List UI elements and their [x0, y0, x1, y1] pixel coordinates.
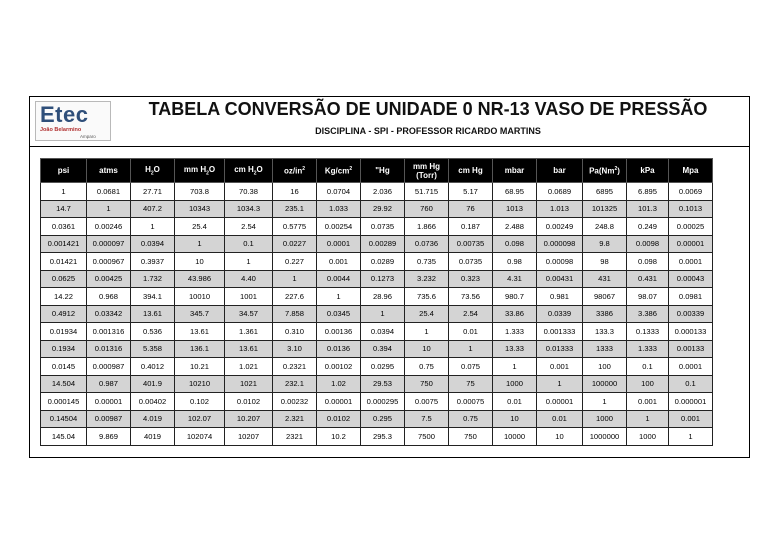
table-cell: 7.5: [405, 410, 449, 428]
table-cell: 0.1934: [41, 340, 87, 358]
table-row: [41, 288, 713, 306]
table-cell: 2321: [273, 428, 317, 446]
column-header: [87, 159, 131, 183]
table-cell: 1333: [583, 340, 627, 358]
table-cell: 1.361: [225, 323, 273, 341]
table-cell: 1: [317, 288, 361, 306]
table-cell: 0.00232: [273, 393, 317, 411]
table-cell: 0.0394: [361, 323, 405, 341]
table-cell: 0.00425: [87, 270, 131, 288]
conversion-table: [40, 158, 713, 446]
column-header-main: atms: [99, 166, 118, 175]
table-cell: 0.394: [361, 340, 405, 358]
table-cell: 0.01421: [41, 253, 87, 271]
table-cell: 1.333: [627, 340, 669, 358]
table-cell: 1: [405, 323, 449, 341]
table-cell: 0.01934: [41, 323, 87, 341]
table-cell: 0.0075: [405, 393, 449, 411]
table-cell: 0.00249: [537, 218, 583, 236]
table-cell: 232.1: [273, 375, 317, 393]
table-cell: 13.61: [225, 340, 273, 358]
column-header-main: Mpa: [682, 166, 699, 175]
table-cell: 0.0981: [669, 288, 713, 306]
table-cell: 0.00001: [317, 393, 361, 411]
column-header-main: oz/in: [284, 166, 303, 176]
table-cell: 100: [627, 375, 669, 393]
table-cell: 0.295: [361, 410, 405, 428]
table-cell: 0.00339: [669, 305, 713, 323]
column-header-rest: O: [208, 164, 216, 174]
column-header: [273, 159, 317, 183]
table-cell: 0.00289: [361, 235, 405, 253]
table-cell: 3.10: [273, 340, 317, 358]
table-cell: 248.8: [583, 218, 627, 236]
table-cell: 1: [583, 393, 627, 411]
table-cell: 1: [87, 200, 131, 218]
table-cell: 1: [669, 428, 713, 446]
table-cell: 27.71: [131, 183, 175, 201]
table-cell: 100: [583, 358, 627, 376]
table-cell: 0.0689: [537, 183, 583, 201]
table-cell: 0.75: [449, 410, 493, 428]
table-row: [41, 305, 713, 323]
table-cell: 4019: [131, 428, 175, 446]
table-cell: 5.358: [131, 340, 175, 358]
table-row: [41, 200, 713, 218]
table-cell: 136.1: [175, 340, 225, 358]
table-row: [41, 375, 713, 393]
table-cell: 0.001: [627, 393, 669, 411]
table-cell: 0.00001: [87, 393, 131, 411]
table-cell: 0.0145: [41, 358, 87, 376]
column-header: [361, 159, 405, 183]
table-cell: 9.8: [583, 235, 627, 253]
column-header: [225, 159, 273, 183]
table-cell: 68.95: [493, 183, 537, 201]
table-cell: 10000: [493, 428, 537, 446]
table-cell: 10: [493, 410, 537, 428]
page-subtitle: DISCIPLINA - SPI - PROFESSOR RICARDO MARTINS: [315, 126, 541, 136]
etec-logo: Etec João Belarmino Amparo: [35, 101, 111, 141]
table-cell: 33.86: [493, 305, 537, 323]
table-cell: 0.0361: [41, 218, 87, 236]
table-cell: 1.866: [405, 218, 449, 236]
conversion-sheet: [29, 96, 750, 458]
column-header-rest: O: [153, 164, 160, 174]
table-cell: 13.61: [175, 323, 225, 341]
table-row: [41, 235, 713, 253]
table-cell: 16: [273, 183, 317, 201]
table-cell: 13.61: [131, 305, 175, 323]
table-cell: 14.7: [41, 200, 87, 218]
column-header-sub: 2: [150, 170, 154, 177]
table-cell: 0.001421: [41, 235, 87, 253]
table-cell: 2.54: [449, 305, 493, 323]
table-cell: 145.04: [41, 428, 87, 446]
table-cell: 0.001: [537, 358, 583, 376]
table-cell: 1: [449, 340, 493, 358]
table-cell: 1: [225, 253, 273, 271]
table-cell: 102074: [175, 428, 225, 446]
table-cell: 43.986: [175, 270, 225, 288]
table-cell: 10.21: [175, 358, 225, 376]
column-header: [405, 159, 449, 183]
table-cell: 0.001: [317, 253, 361, 271]
table-cell: 750: [449, 428, 493, 446]
table-row: [41, 253, 713, 271]
table-cell: 1.732: [131, 270, 175, 288]
table-cell: 0.00254: [317, 218, 361, 236]
column-header-main: Kg/cm: [324, 166, 350, 176]
table-cell: 6.895: [627, 183, 669, 201]
table-cell: 0.227: [273, 253, 317, 271]
column-header-main: "Hg: [375, 166, 390, 175]
table-cell: 7.858: [273, 305, 317, 323]
table-cell: 3.232: [405, 270, 449, 288]
table-cell: 34.57: [225, 305, 273, 323]
table-row: [41, 323, 713, 341]
table-cell: 1.021: [225, 358, 273, 376]
table-cell: 1.333: [493, 323, 537, 341]
table-cell: 51.715: [405, 183, 449, 201]
table-cell: 0.310: [273, 323, 317, 341]
table-cell: 2.488: [493, 218, 537, 236]
table-cell: 14.504: [41, 375, 87, 393]
table-row: [41, 340, 713, 358]
table-cell: 25.4: [405, 305, 449, 323]
table-cell: 0.01316: [87, 340, 131, 358]
table-cell: 102.07: [175, 410, 225, 428]
table-cell: 750: [405, 375, 449, 393]
table-cell: 1.033: [317, 200, 361, 218]
table-cell: 0.01: [449, 323, 493, 341]
table-cell: 0.00431: [537, 270, 583, 288]
table-cell: 0.0227: [273, 235, 317, 253]
table-cell: 101325: [583, 200, 627, 218]
table-cell: 227.6: [273, 288, 317, 306]
table-cell: 0.968: [87, 288, 131, 306]
table-wrapper: [40, 158, 713, 446]
table-cell: 10: [175, 253, 225, 271]
table-cell: 1013: [493, 200, 537, 218]
table-cell: 1: [627, 410, 669, 428]
column-header: [627, 159, 669, 183]
table-cell: 98.07: [627, 288, 669, 306]
table-cell: 76: [449, 200, 493, 218]
table-cell: 0.1: [225, 235, 273, 253]
table-cell: 70.38: [225, 183, 273, 201]
table-cell: 0.4912: [41, 305, 87, 323]
table-cell: 10: [537, 428, 583, 446]
column-header-main: Pa(Nm: [589, 166, 615, 176]
column-header-main: psi: [57, 166, 70, 175]
column-header-rest: (Torr): [416, 170, 437, 180]
table-cell: 101.3: [627, 200, 669, 218]
table-cell: 1000000: [583, 428, 627, 446]
table-cell: 0.0098: [627, 235, 669, 253]
table-cell: 0.000097: [87, 235, 131, 253]
table-cell: 100000: [583, 375, 627, 393]
table-cell: 407.2: [131, 200, 175, 218]
table-cell: 10010: [175, 288, 225, 306]
table-cell: 0.981: [537, 288, 583, 306]
table-cell: 1000: [493, 375, 537, 393]
table-cell: 0.0044: [317, 270, 361, 288]
table-cell: 10.207: [225, 410, 273, 428]
table-cell: 10343: [175, 200, 225, 218]
table-cell: 0.00098: [537, 253, 583, 271]
table-cell: 0.000145: [41, 393, 87, 411]
table-cell: 0.01333: [537, 340, 583, 358]
table-cell: 0.2321: [273, 358, 317, 376]
table-cell: 1.013: [537, 200, 583, 218]
table-cell: 2.54: [225, 218, 273, 236]
table-cell: 1034.3: [225, 200, 273, 218]
table-cell: 0.00246: [87, 218, 131, 236]
table-cell: 0.0735: [449, 253, 493, 271]
table-cell: 0.001333: [537, 323, 583, 341]
table-cell: 0.075: [449, 358, 493, 376]
column-header-sup: 2: [302, 165, 305, 172]
table-cell: 0.098: [493, 235, 537, 253]
table-cell: 1000: [627, 428, 669, 446]
column-header: [583, 159, 627, 183]
table-cell: 25.4: [175, 218, 225, 236]
table-cell: 0.98: [493, 253, 537, 271]
table-cell: 0.03342: [87, 305, 131, 323]
table-cell: 3386: [583, 305, 627, 323]
table-cell: 703.8: [175, 183, 225, 201]
table-row: [41, 218, 713, 236]
table-cell: 0.00043: [669, 270, 713, 288]
table-cell: 0.0295: [361, 358, 405, 376]
table-row: [41, 270, 713, 288]
sheet-header: [30, 97, 749, 147]
table-cell: 7500: [405, 428, 449, 446]
table-cell: 1: [41, 183, 87, 201]
table-cell: 0.14504: [41, 410, 87, 428]
table-cell: 0.0289: [361, 253, 405, 271]
table-cell: 6895: [583, 183, 627, 201]
column-header: [41, 159, 87, 183]
table-cell: 0.00987: [87, 410, 131, 428]
table-cell: 0.0001: [669, 253, 713, 271]
table-cell: 0.00402: [131, 393, 175, 411]
table-cell: 10.2: [317, 428, 361, 446]
table-cell: 13.33: [493, 340, 537, 358]
table-row: [41, 183, 713, 201]
table-cell: 235.1: [273, 200, 317, 218]
table-cell: 0.01: [493, 393, 537, 411]
table-cell: 0.0102: [225, 393, 273, 411]
column-header-sub: 2: [253, 170, 257, 177]
column-header-sup: 2: [349, 165, 353, 172]
table-cell: 1: [273, 270, 317, 288]
table-cell: 295.3: [361, 428, 405, 446]
table-cell: 0.000001: [669, 393, 713, 411]
table-cell: 10: [405, 340, 449, 358]
table-cell: 29.53: [361, 375, 405, 393]
column-header: [317, 159, 361, 183]
table-cell: 0.001316: [87, 323, 131, 341]
column-header-rest: O: [256, 164, 263, 174]
table-cell: 1: [493, 358, 537, 376]
table-cell: 3.386: [627, 305, 669, 323]
table-cell: 0.0001: [669, 358, 713, 376]
table-cell: 4.31: [493, 270, 537, 288]
table-cell: 0.0736: [405, 235, 449, 253]
table-cell: 4.40: [225, 270, 273, 288]
table-cell: 0.098: [627, 253, 669, 271]
table-cell: 0.249: [627, 218, 669, 236]
table-cell: 394.1: [131, 288, 175, 306]
table-cell: 0.00735: [449, 235, 493, 253]
table-cell: 1: [537, 375, 583, 393]
column-header-main: mm H: [183, 164, 207, 174]
table-cell: 401.9: [131, 375, 175, 393]
table-cell: 9.869: [87, 428, 131, 446]
table-cell: 1: [175, 235, 225, 253]
table-cell: 0.0625: [41, 270, 87, 288]
table-cell: 0.000967: [87, 253, 131, 271]
column-header-main: cm Hg: [458, 166, 483, 175]
table-cell: 133.3: [583, 323, 627, 341]
table-cell: 0.0394: [131, 235, 175, 253]
table-cell: 0.3937: [131, 253, 175, 271]
table-cell: 0.00102: [317, 358, 361, 376]
table-cell: 0.75: [405, 358, 449, 376]
column-header: [175, 159, 225, 183]
table-cell: 980.7: [493, 288, 537, 306]
table-cell: 1001: [225, 288, 273, 306]
table-cell: 760: [405, 200, 449, 218]
table-cell: 0.1: [627, 358, 669, 376]
page-title: TABELA CONVERSÃO DE UNIDADE 0 NR-13 VASO DE PRESSÃO: [148, 99, 708, 119]
table-cell: 0.536: [131, 323, 175, 341]
table-cell: 0.000098: [537, 235, 583, 253]
table-cell: 0.00075: [449, 393, 493, 411]
table-cell: 0.0136: [317, 340, 361, 358]
column-header-sup: 2: [614, 165, 618, 172]
table-cell: 0.735: [405, 253, 449, 271]
table-row: [41, 410, 713, 428]
table-cell: 75: [449, 375, 493, 393]
table-cell: 10210: [175, 375, 225, 393]
table-cell: 0.000133: [669, 323, 713, 341]
table-cell: 0.431: [627, 270, 669, 288]
column-header: [449, 159, 493, 183]
table-row: [41, 393, 713, 411]
column-header-main: kPa: [640, 166, 655, 175]
column-header: [537, 159, 583, 183]
table-cell: 0.987: [87, 375, 131, 393]
table-cell: 0.0681: [87, 183, 131, 201]
table-cell: 14.22: [41, 288, 87, 306]
table-cell: 1021: [225, 375, 273, 393]
table-cell: 345.7: [175, 305, 225, 323]
table-cell: 735.6: [405, 288, 449, 306]
table-cell: 98: [583, 253, 627, 271]
column-header: [493, 159, 537, 183]
table-cell: 2.036: [361, 183, 405, 201]
table-cell: 1000: [583, 410, 627, 428]
table-cell: 1: [131, 218, 175, 236]
table-cell: 73.56: [449, 288, 493, 306]
table-cell: 0.1: [669, 375, 713, 393]
table-cell: 2.321: [273, 410, 317, 428]
column-header: [131, 159, 175, 183]
column-header-sub: 2: [206, 170, 209, 177]
column-header-main: mbar: [504, 166, 525, 175]
table-header-row: [41, 159, 713, 183]
table-cell: 0.1273: [361, 270, 405, 288]
column-header: [669, 159, 713, 183]
table-cell: 98067: [583, 288, 627, 306]
table-cell: 29.92: [361, 200, 405, 218]
table-cell: 0.00025: [669, 218, 713, 236]
table-cell: 4.019: [131, 410, 175, 428]
table-cell: 1.02: [317, 375, 361, 393]
table-cell: 0.323: [449, 270, 493, 288]
column-header-main: mm Hg: [412, 161, 441, 171]
column-header-main: cm H: [234, 164, 254, 174]
column-header-main: bar: [553, 166, 566, 175]
table-cell: 0.0735: [361, 218, 405, 236]
table-cell: 0.0001: [317, 235, 361, 253]
table-cell: 0.102: [175, 393, 225, 411]
table-cell: 431: [583, 270, 627, 288]
table-cell: 0.0704: [317, 183, 361, 201]
table-cell: 0.0345: [317, 305, 361, 323]
column-header-main: H: [145, 164, 151, 174]
table-cell: 0.01: [537, 410, 583, 428]
table-cell: 0.000295: [361, 393, 405, 411]
table-cell: 0.000987: [87, 358, 131, 376]
table-cell: 0.00001: [537, 393, 583, 411]
table-cell: 0.00136: [317, 323, 361, 341]
table-cell: 0.0069: [669, 183, 713, 201]
table-cell: 1: [361, 305, 405, 323]
table-cell: 10207: [225, 428, 273, 446]
table-cell: 0.5775: [273, 218, 317, 236]
table-body: [41, 183, 713, 446]
column-header-rest: ): [617, 166, 620, 176]
table-cell: 5.17: [449, 183, 493, 201]
table-cell: 0.4012: [131, 358, 175, 376]
table-cell: 0.0339: [537, 305, 583, 323]
table-cell: 28.96: [361, 288, 405, 306]
table-row: [41, 358, 713, 376]
table-cell: 0.001: [669, 410, 713, 428]
table-row: [41, 428, 713, 446]
table-cell: 0.0102: [317, 410, 361, 428]
table-cell: 0.187: [449, 218, 493, 236]
table-cell: 0.1333: [627, 323, 669, 341]
table-cell: 0.00133: [669, 340, 713, 358]
table-cell: 0.1013: [669, 200, 713, 218]
table-cell: 0.00001: [669, 235, 713, 253]
